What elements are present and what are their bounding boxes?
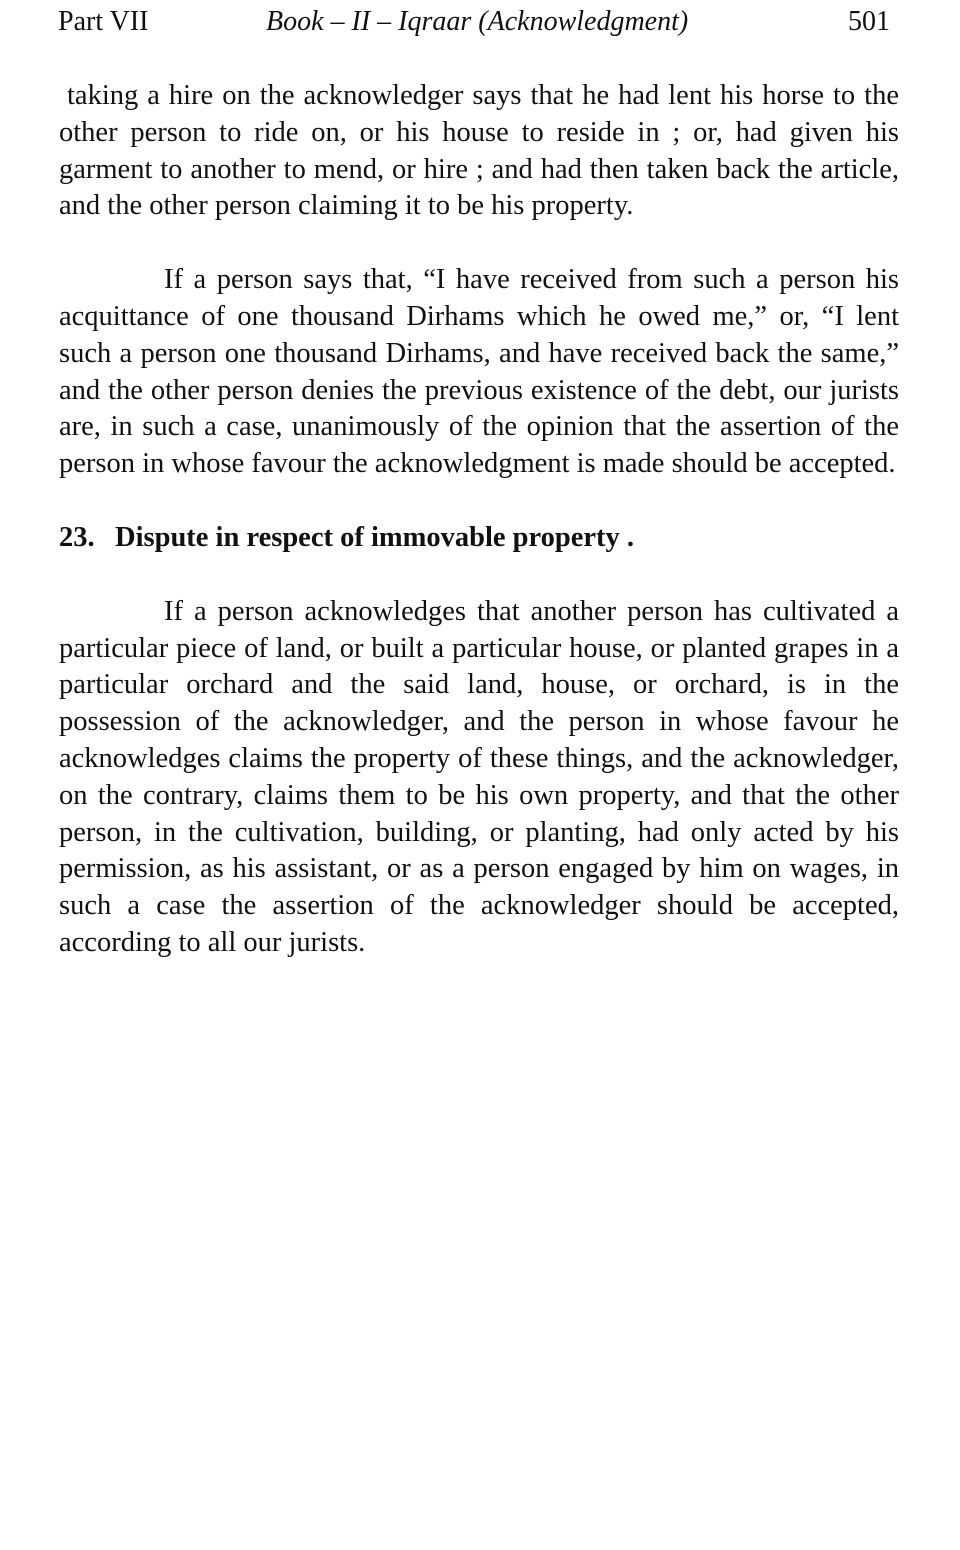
page-number: 501 [848,6,890,37]
section-title: Dispute in respect of immovable property . [115,521,635,553]
book-title: Book – II – Iqraar (Acknowledgment) [266,6,689,37]
page-body [59,78,899,962]
paragraph-gap [59,557,899,594]
paragraph-gap [59,483,899,520]
section-heading [59,520,899,557]
paragraph-continued: taking a hire on the acknowledger says that he had lent his horse to the other person to ride on, or his house to reside in ; or, had given his garment to another to mend, or hire ; and had then taken back the article, and the other person claiming it to be his property. [59,80,899,222]
paragraph-immovable: If a person acknowledges that another person has cultivated a particular piece of land, or built a particular house, or planted grapes in a particular orchard and the said land, house, or orchard, is in the possession of the acknowledger, and the person in whose favour he acknowledges claims the property of these things, and the acknowledger, on the contrary, claims them to be his own property, and that the other person, in the cultivation, building, or planting, had only acted by his permission, as his assistant, or as a person engaged by him on wages, in such a case the assertion of the acknowledger should be accepted, according to all our jurists. [59,595,899,958]
running-header [58,4,890,40]
part-label: Part VII [58,6,149,37]
paragraph-gap [59,225,899,262]
paragraph-acquittance: If a person says that, “I have received from such a person his acquittance of one thousand Dirhams which he owed me,” or, “I lent such a person one thousand Dirhams, and have received back the same,” and the other person denies the previous existence of the debt, our jurists are, in such a case, unanimously of the opinion that the assertion of the person in whose favour the acknowledgment is made should be accepted. [59,264,899,480]
section-number: 23. [59,521,95,553]
